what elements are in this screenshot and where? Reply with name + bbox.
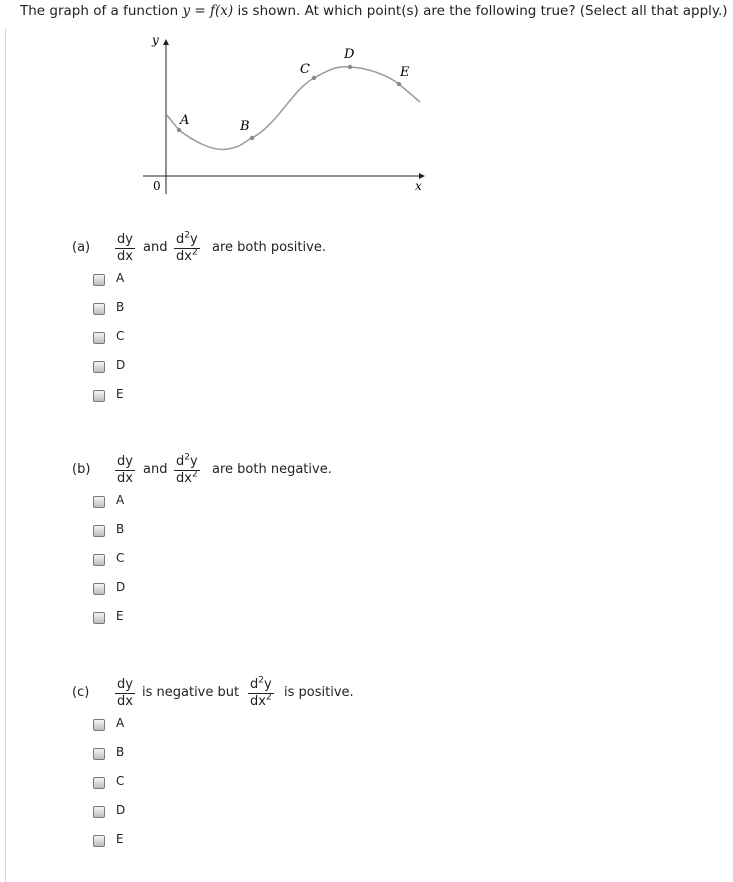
option-label: A	[116, 716, 125, 730]
checkbox[interactable]	[93, 835, 105, 847]
option-label: E	[116, 832, 124, 846]
point-e-marker	[397, 82, 401, 86]
checkbox[interactable]	[93, 525, 105, 537]
part-c-tail: is positive.	[284, 685, 354, 700]
question-prompt	[20, 3, 728, 19]
option-label: C	[116, 551, 125, 565]
part-a-tail: are both positive.	[212, 240, 326, 255]
option-label: D	[116, 358, 126, 372]
point-e-label: E	[400, 65, 410, 80]
checkbox[interactable]	[93, 496, 105, 508]
checkbox[interactable]	[93, 303, 105, 315]
checkbox[interactable]	[93, 332, 105, 344]
function-graph	[140, 32, 440, 202]
second-derivative-fraction	[174, 232, 200, 265]
fraction-denominator: dx	[117, 471, 133, 486]
x-axis-label: x	[415, 179, 422, 193]
checkbox[interactable]	[93, 361, 105, 373]
part-b-label: (b)	[72, 462, 91, 477]
y-symbol: y	[190, 232, 198, 247]
origin-label: 0	[153, 179, 161, 193]
point-b-label: B	[240, 119, 250, 134]
exponent-2: 2	[265, 692, 272, 703]
d-symbol: d	[176, 454, 185, 469]
dy-dx-fraction	[115, 232, 135, 265]
point-b-marker	[250, 136, 254, 140]
fraction-denominator: dx	[117, 249, 133, 264]
prompt-text-end: is shown. At which point(s) are the following true? (Select all that apply.)	[233, 3, 728, 19]
left-border	[5, 28, 6, 882]
d-symbol: d	[176, 232, 185, 247]
checkbox[interactable]	[93, 390, 105, 402]
checkbox[interactable]	[93, 554, 105, 566]
part-a-connector: and	[143, 240, 168, 255]
option-label: E	[116, 387, 124, 401]
fraction-numerator: dy	[117, 232, 133, 247]
point-c-marker	[312, 76, 316, 80]
part-a-label: (a)	[72, 240, 91, 255]
dy-dx-fraction	[115, 677, 135, 710]
checkbox[interactable]	[93, 748, 105, 760]
function-curve	[166, 67, 420, 150]
fraction-numerator: dy	[117, 677, 133, 692]
option-label: D	[116, 803, 126, 817]
option-label: C	[116, 329, 125, 343]
exponent-2: 2	[184, 230, 190, 241]
option-label: B	[116, 745, 125, 759]
checkbox[interactable]	[93, 274, 105, 286]
checkbox[interactable]	[93, 777, 105, 789]
exponent-2: 2	[184, 452, 190, 463]
point-a-marker	[177, 128, 181, 132]
option-label: B	[116, 300, 125, 314]
checkbox[interactable]	[93, 719, 105, 731]
exponent-2: 2	[258, 675, 264, 686]
option-label: A	[116, 493, 125, 507]
dx-symbol: dx	[250, 694, 266, 709]
dx-symbol: dx	[176, 471, 192, 486]
part-c-label: (c)	[72, 685, 90, 700]
point-c-label: C	[300, 62, 310, 77]
second-derivative-fraction	[248, 677, 274, 710]
fraction-denominator: dx	[117, 694, 133, 709]
y-symbol: y	[190, 454, 198, 469]
exponent-2: 2	[191, 469, 198, 480]
point-d-marker	[348, 65, 352, 69]
second-derivative-fraction	[174, 454, 200, 487]
dy-dx-fraction	[115, 454, 135, 487]
y-axis-label: y	[152, 33, 159, 47]
option-label: B	[116, 522, 125, 536]
point-a-label: A	[180, 113, 190, 128]
function-notation: y = f(x)	[182, 3, 234, 19]
fraction-numerator: dy	[117, 454, 133, 469]
d-symbol: d	[250, 677, 259, 692]
option-label: A	[116, 271, 125, 285]
part-b-connector: and	[143, 462, 168, 477]
exponent-2: 2	[191, 247, 198, 258]
point-d-label: D	[344, 47, 355, 62]
option-label: E	[116, 609, 124, 623]
checkbox[interactable]	[93, 806, 105, 818]
option-label: C	[116, 774, 125, 788]
checkbox[interactable]	[93, 583, 105, 595]
part-c-connector: is negative but	[142, 685, 240, 700]
y-symbol: y	[264, 677, 272, 692]
prompt-text-start: The graph of a function	[20, 3, 183, 19]
option-label: D	[116, 580, 126, 594]
checkbox[interactable]	[93, 612, 105, 624]
part-b-tail: are both negative.	[212, 462, 332, 477]
dx-symbol: dx	[176, 249, 192, 264]
